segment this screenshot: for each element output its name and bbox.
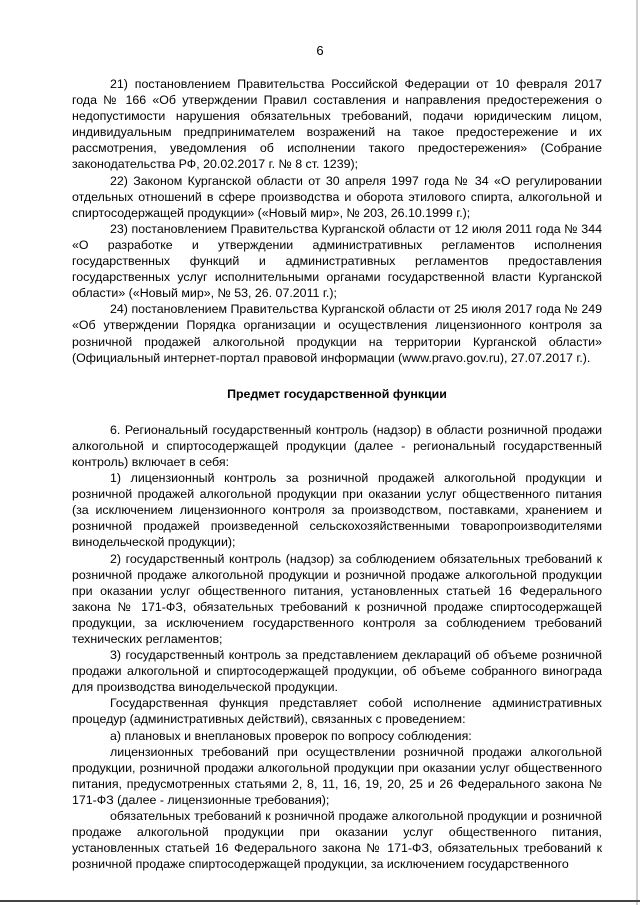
paragraph-6: 6. Региональный государственный контроль (надзор) в области розничной продажи алкогольной и спиртосодержащей продукции (далее - региональный государственный контроль) включает в себя: xyxy=(72,422,602,469)
paragraph-mandatory-requirements: обязательных требований к розничной продаже алкогольной продукции и розничной продаже алкогольной продукции при оказании услуг общественного питания, установленных статьей 16 Федерального закона № 171-ФЗ, обязательных требований к розничной продаже спиртосодержащей продукции, за исключением государственного xyxy=(72,809,602,872)
paragraph-license-requirements: лицензионных требований при осуществлении розничной продажи алкогольной продукции, розничной продажи алкогольной продукции при оказании услуг общественного питания, предусмотренных статьями 2, 8, 11, 16, 19, 20, 25 и 26 Федерального закона № 171-ФЗ (далее - лицензионные требования); xyxy=(72,744,602,807)
paragraph-item-21: 21) постановлением Правительства Российской Федерации от 10 февраля 2017 года № 166 «Об утверждении Правил составления и направления предостережения о недопустимости нарушения обязательных требований, подачи юридическим лицом, индивидуальным предпринимателем возражений на такое предостережение и их рассмотрения, уведомления об исполнении такого предостережения» (Собрание законодательства РФ, 20.02.2017 г. № 8 ст. 1239); xyxy=(72,77,602,172)
scan-edge-bottom xyxy=(0,900,640,902)
page-number: 6 xyxy=(316,43,324,58)
document-body xyxy=(72,76,602,872)
paragraph-subitem-a: а) плановых и внеплановых проверок по вопросу соблюдения: xyxy=(110,728,472,743)
section-heading: Предмет государственной функции xyxy=(227,386,447,401)
scan-edge-right xyxy=(636,0,638,905)
paragraph-item-24: 24) постановлением Правительства Курганской области от 25 июля 2017 года № 249 «Об утверждении Порядка организации и осуществления лицензионного контроля за розничной продажей алкогольной продукции на территории Курганской области» (Официальный интернет-портал правовой информации (www.pravo.gov.ru), 27.07.2017 г.). xyxy=(72,302,602,365)
paragraph-6-item-3: 3) государственный контроль за представлением деклараций об объеме розничной продажи алкогольной и спиртосодержащей продукции, об объеме собранного винограда для производства винодельческой продукции. xyxy=(72,648,602,695)
paragraph-6-item-2: 2) государственный контроль (надзор) за соблюдением обязательных требований к розничной продаже алкогольной продукции и розничной продаже алкогольной продукции при оказании услуг общественного питания, установленных статьей 16 Федерального закона № 171-ФЗ, обязательных требований к розничной продаже спиртосодержащей продукции, за исключением государственного контроля за соблюдением требований технических регламентов; xyxy=(72,551,602,646)
paragraph-item-22: 22) Законом Курганской области от 30 апреля 1997 года № 34 «О регулировании отдельных отношений в сфере производства и оборота этилового спирта, алкогольной и спиртосодержащей продукции» («Новый мир», № 203, 26.10.1999 г.); xyxy=(72,173,602,220)
paragraph-item-23: 23) постановлением Правительства Курганской области от 12 июля 2011 года № 344 «О разработке и утверждении административных регламентов исполнения государственных функций и административных регламентов предоставления государственных услуг исполнительными органами государственной власти Курганской области» («Новый мир», № 53, 26. 07.2011 г.); xyxy=(72,221,602,301)
paragraph-function-intro: Государственная функция представляет собой исполнение административных процедур (административных действий), связанных с проведением: xyxy=(72,696,602,727)
paragraph-6-item-1: 1) лицензионный контроль за розничной продажей алкогольной продукции и розничной продажей алкогольной продукции при оказании услуг общественного питания (за исключением лицензионного контроля за производством, поставками, хранением и розничной продажей произведенной сельскохозяйственными товаропроизводителями винодельческой продукции); xyxy=(72,471,602,550)
